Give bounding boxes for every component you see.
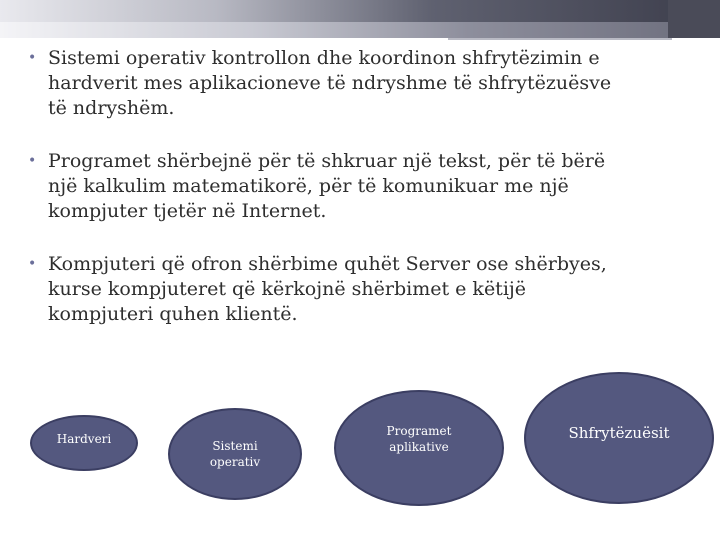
circle-label: operativ xyxy=(209,455,261,469)
bullet-line: Programet shërbejnë për të shkruar një tekst, për të bërë xyxy=(48,150,606,172)
bullet-dot: • xyxy=(28,256,37,272)
bullet-line: kurse kompjuteret që kërkojnë shërbimet e këtijë xyxy=(48,278,527,300)
circle-label: Hardveri xyxy=(56,432,112,446)
bullet-list xyxy=(28,46,700,327)
circle-label: Programet xyxy=(386,424,452,438)
title-underline-rule xyxy=(448,38,672,40)
circle-application-programs xyxy=(334,390,504,506)
bullet-item xyxy=(28,149,700,224)
bullet-item xyxy=(28,46,700,121)
title-bar-corner-block xyxy=(668,0,720,38)
circle-label: aplikative xyxy=(389,440,449,454)
circle-operating-system xyxy=(168,408,302,500)
bullet-line: një kalkulim matematikorë, për të komunikuar me një xyxy=(48,175,569,197)
bullet-line: Kompjuteri që ofron shërbime quhët Server ose shërbyes, xyxy=(48,253,607,275)
bullet-line: hardverit mes aplikacioneve të ndryshme të shfrytëzuësve xyxy=(48,72,612,94)
bullet-item xyxy=(28,252,700,327)
title-bar-accent xyxy=(0,22,720,38)
title-bar-gradient xyxy=(0,0,720,22)
bullet-line: të ndryshëm. xyxy=(48,97,175,119)
circle-label: Shfrytëzuësit xyxy=(568,424,670,442)
bullet-line: Sistemi operativ kontrollon dhe koordinon shfrytëzimin e xyxy=(48,47,600,69)
circle-hardware xyxy=(30,415,138,471)
bullet-line: kompjuter tjetër në Internet. xyxy=(48,200,327,222)
bullet-line: kompjuteri quhen klientë. xyxy=(48,303,298,325)
circle-users xyxy=(524,372,714,504)
bullet-dot: • xyxy=(28,153,37,169)
bullet-dot: • xyxy=(28,50,37,66)
circle-label: Sistemi xyxy=(212,439,258,453)
